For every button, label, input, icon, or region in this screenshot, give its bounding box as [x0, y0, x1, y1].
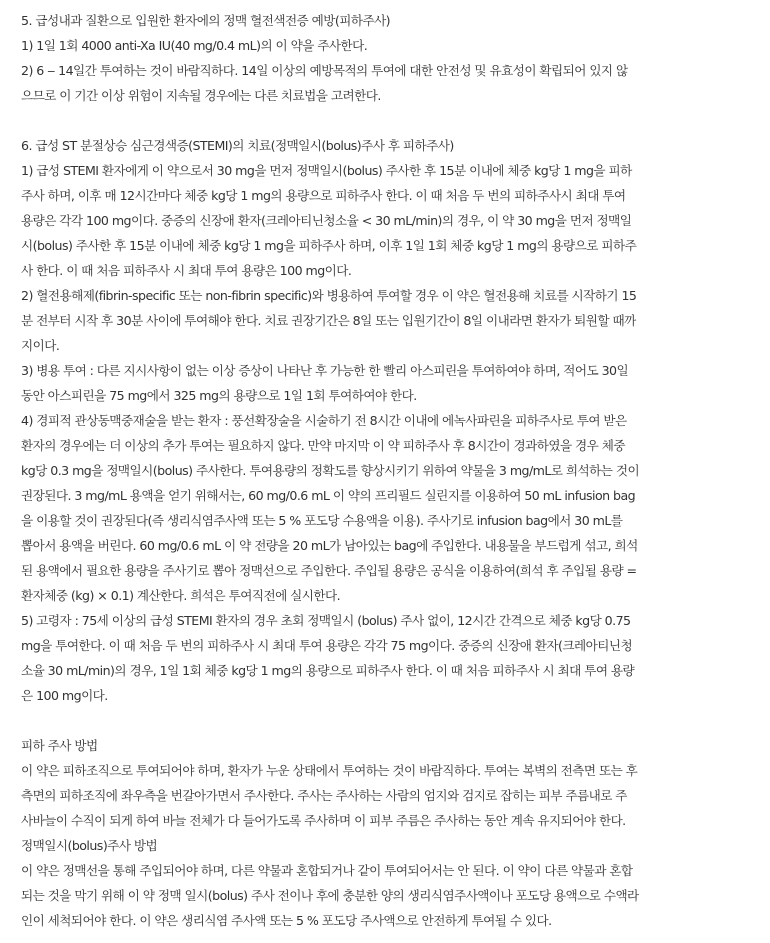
paragraph-gap	[21, 108, 757, 133]
section-6-line: 뽑아서 용액을 버린다. 60 mg/0.6 mL 이 약 전량을 20 mL가 남아있는 bag에 주입한다. 내용물을 부드럽게 섞고, 희석	[21, 538, 638, 553]
section-6-line: 소율 30 mL/min)의 경우, 1일 1회 체중 kg당 1 mg의 용량으로 피하주사 한다. 이 때 처음 피하주사 시 최대 투여 용량	[21, 663, 635, 678]
subcutaneous-line: 사바늘이 수직이 되게 하여 바늘 전체가 다 들어가도록 주사하며 이 피부 주름은 주사하는 동안 계속 유지되어야 한다.	[21, 813, 626, 828]
iv-bolus-line: 이 약은 정맥선을 통해 주입되어야 하며, 다른 약물과 혼합되거나 같이 투여되어서는 안 된다. 이 약이 다른 약물과 혼합	[21, 863, 633, 878]
section-6-line: 을 이용할 것이 권장된다(즉 생리식염주사액 또는 5 % 포도당 수용액을 이용). 주사기로 infusion bag에서 30 mL를	[21, 513, 623, 528]
section-6-line: 시(bolus) 주사한 후 15분 이내에 체중 kg당 1 mg을 피하주사 하며, 이후 1일 1회 체중 kg당 1 mg의 용량으로 피하주	[21, 238, 637, 253]
section-6-line: 5) 고령자 : 75세 이상의 급성 STEMI 환자의 경우 초회 정맥일시 (bolus) 주사 없이, 12시간 간격으로 체중 kg당 0.75	[21, 613, 631, 628]
iv-bolus-line: 인이 세척되어야 한다. 이 약은 생리식염 주사액 또는 5 % 포도당 주사액으로 안전하게 투여될 수 있다.	[21, 913, 552, 928]
section-6-line: kg당 0.3 mg을 정맥일시(bolus) 주사한다. 투여용량의 정확도를 향상시키기 위하여 약물을 3 mg/mL로 희석하는 것이	[21, 463, 640, 478]
section-5-heading: 5. 급성내과 질환으로 입원한 환자에의 정맥 혈전색전증 예방(피하주사)	[21, 13, 391, 28]
section-6-line: 2) 혈전용해제(fibrin-specific 또는 non-fibrin specific)와 병용하여 투여할 경우 이 약은 혈전용해 치료를 시작하기 15	[21, 288, 637, 303]
section-6-line: 지이다.	[21, 338, 60, 353]
section-5-line: 으므로 이 기간 이상 위험이 지속될 경우에는 다른 치료법을 고려한다.	[21, 88, 381, 103]
section-6-line: 용량은 각각 100 mg이다. 중증의 신장애 환자(크레아티닌청소율 < 30 mL/min)의 경우, 이 약 30 mg을 먼저 정맥일	[21, 213, 632, 228]
section-6-heading: 6. 급성 ST 분절상승 심근경색증(STEMI)의 치료(정맥일시(bolus)주사 후 피하주사)	[21, 138, 454, 153]
section-6-line: 동안 아스피린을 75 mg에서 325 mg의 용량으로 1일 1회 투여하여야 한다.	[21, 388, 417, 403]
section-6-line: 사 한다. 이 때 처음 피하주사 시 최대 투여 용량은 100 mg이다.	[21, 263, 352, 278]
section-6-line: 주사 하며, 이후 매 12시간마다 체중 kg당 1 mg의 용량으로 피하주사 한다. 이 때 처음 두 번의 피하주사시 최대 투여	[21, 188, 626, 203]
section-6-line: 분 전부터 시작 후 30분 사이에 투여해야 한다. 치료 권장기간은 8일 또는 입원기간이 8일 이내라면 환자가 퇴원할 때까	[21, 313, 636, 328]
paragraph-gap	[21, 708, 757, 733]
section-6-line: 권장된다. 3 mg/mL 용액을 얻기 위해서는, 60 mg/0.6 mL 이 약의 프리필드 실린지를 이용하여 50 mL infusion bag	[21, 488, 636, 503]
section-5-line: 2) 6 ‒ 14일간 투여하는 것이 바람직하다. 14일 이상의 예방목적의 투여에 대한 안전성 및 유효성이 확립되어 있지 않	[21, 63, 628, 78]
section-6-line: 환자체중 (kg) × 0.1) 계산한다. 희석은 투여직전에 실시한다.	[21, 588, 341, 603]
section-6-line: 1) 급성 STEMI 환자에게 이 약으로서 30 mg을 먼저 정맥일시(bolus) 주사한 후 15분 이내에 체중 kg당 1 mg을 피하	[21, 163, 632, 178]
section-6-line: 3) 병용 투여 : 다른 지시사항이 없는 이상 증상이 나타난 후 가능한 한 빨리 아스피린을 투여하여야 하며, 적어도 30일	[21, 363, 629, 378]
subcutaneous-line: 측면의 피하조직에 좌우측을 번갈아가면서 주사한다. 주사는 주사하는 사람의 엄지와 검지로 잡히는 피부 주름내로 주	[21, 788, 627, 803]
subcutaneous-heading: 피하 주사 방법	[21, 738, 98, 753]
section-6-line: 은 100 mg이다.	[21, 688, 108, 703]
section-6-line: 4) 경피적 관상동맥중재술을 받는 환자 : 풍선확장술을 시술하기 전 8시간 이내에 에녹사파린을 피하주사로 투여 받은	[21, 413, 627, 428]
iv-bolus-line: 되는 것을 막기 위해 이 약 정맥 일시(bolus) 주사 전이나 후에 충분한 양의 생리식염주사액이나 포도당 용액으로 수액라	[21, 888, 639, 903]
section-6-line: 된 용액에서 필요한 용량을 주사기로 뽑아 정맥선으로 주입한다. 주입될 용량은 공식을 이용하여(희석 후 주입될 용량 =	[21, 563, 637, 578]
section-6-line: 환자의 경우에는 더 이상의 추가 투여는 필요하지 않다. 만약 마지막 이 약 피하주사 후 8시간이 경과하였을 경우 체중	[21, 438, 625, 453]
section-5-line: 1) 1일 1회 4000 anti-Xa IU(40 mg/0.4 mL)의 이 약을 주사한다.	[21, 38, 368, 53]
iv-bolus-heading: 정맥일시(bolus)주사 방법	[21, 838, 158, 853]
subcutaneous-line: 이 약은 피하조직으로 투여되어야 하며, 환자가 누운 상태에서 투여하는 것이 바람직하다. 투여는 복벽의 전측면 또는 후	[21, 763, 638, 778]
section-6-line: mg을 투여한다. 이 때 처음 두 번의 피하주사 시 최대 투여 용량은 각각 75 mg이다. 중증의 신장애 환자(크레아티닌청	[21, 638, 633, 653]
